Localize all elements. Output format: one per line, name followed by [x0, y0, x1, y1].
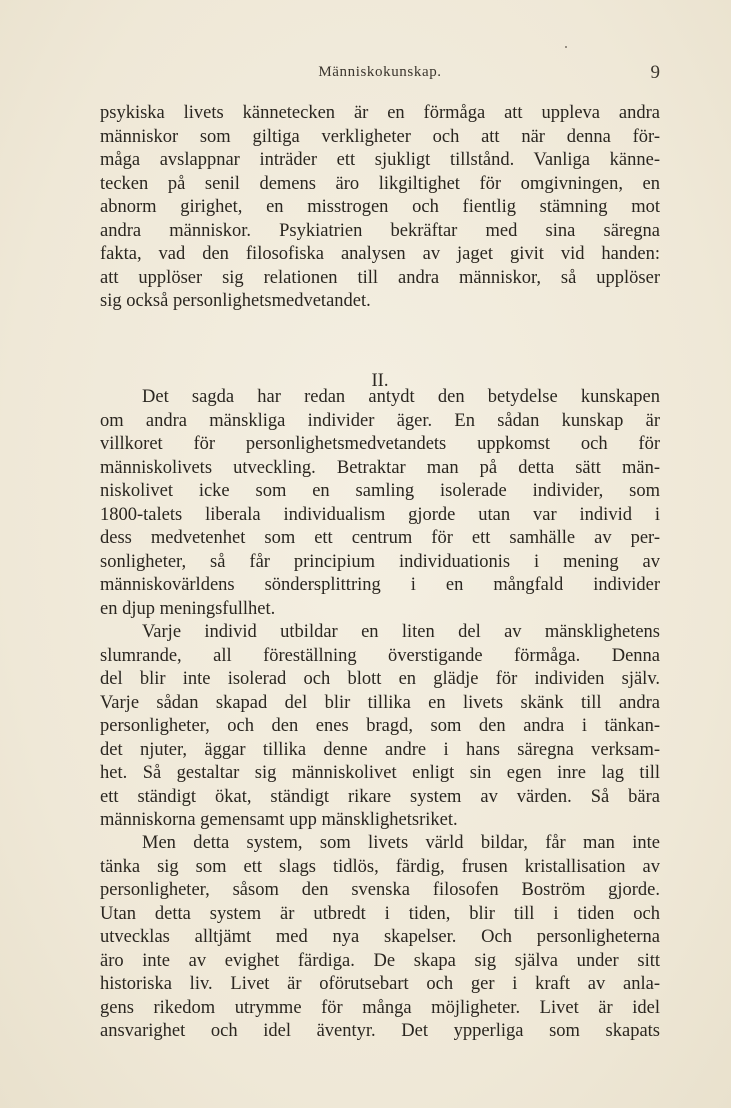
text-line: en djup meningsfullhet.	[100, 598, 276, 619]
page-header	[100, 64, 660, 86]
text-line: del blir inte isolerad och blott en glädje för individen själv.	[100, 669, 660, 689]
section-heading: II.	[371, 371, 389, 391]
text-line: fakta, vad den filosofiska analysen av jaget givit vid handen:	[100, 244, 660, 264]
text-line: personligheter, såsom den svenska filosofen Boström gjorde.	[100, 880, 660, 900]
text-line: måga avslappnar inträder ett sjukligt tillstånd. Vanliga känne-	[100, 150, 660, 170]
text-line: utvecklas alltjämt med nya skapelser. Och personligheterna	[100, 927, 660, 947]
page-number: 9	[650, 62, 660, 83]
text-line: sonligheter, så får principium individuationis i mening av	[100, 551, 660, 572]
text-line: Det sagda har redan antydt den betydelse kunskapen	[142, 387, 660, 407]
paragraph-2	[100, 386, 660, 621]
text-line: het. Så gestaltar sig människolivet enligt sin egen inre lag till	[100, 763, 660, 783]
text-line: tecken på senil demens äro likgiltighet för omgivningen, en	[100, 173, 660, 194]
text-line: abnorm girighet, en misstrogen och fientlig stämning mot	[100, 197, 660, 217]
text-line: människor som giltiga verkligheter och att när denna för-	[100, 126, 660, 147]
paper-speck	[565, 46, 567, 48]
paragraph-4	[100, 832, 660, 1044]
text-line: människovärldens söndersplittring i en mångfald individer	[100, 575, 660, 595]
text-line: villkoret för personlighetsmedvetandets uppkomst och för	[100, 434, 660, 454]
running-title: Människokunskap.	[318, 64, 442, 80]
text-line: historiska liv. Livet är oförutsebart och ger i kraft av anla-	[100, 974, 660, 994]
text-line: om andra mänskliga individer äger. En sådan kunskap är	[100, 410, 660, 431]
paragraph-1	[100, 102, 660, 314]
text-line: Varje sådan skapad del blir tillika en livets skänk till andra	[100, 692, 660, 713]
text-line: niskolivet icke som en samling isolerade individer, som	[100, 481, 660, 501]
text-line: Utan detta system är utbredt i tiden, blir till i tiden och	[100, 903, 660, 924]
text-line: ansvarighet och idel äventyr. Det ypperliga som skapats	[100, 1021, 660, 1041]
text-line: det njuter, äggar tillika denne andre i hans säregna verksam-	[100, 739, 660, 760]
text-line: personligheter, och den enes bragd, som den andra i tänkan-	[100, 716, 660, 736]
text-line: 1800-talets liberala individualism gjorde utan var individ i	[100, 504, 660, 525]
text-line: gens rikedom utrymme för många möjligheter. Livet är idel	[100, 997, 660, 1018]
text-line: psykiska livets kännetecken är en förmåga att uppleva andra	[100, 103, 660, 123]
text-line: att upplöser sig relationen till andra människor, så upplöser	[100, 267, 660, 288]
text-line: tänka sig som ett slags tidlös, färdig, frusen kristallisation av	[100, 856, 660, 877]
text-line: människorna gemensamt upp mänsklighetsriket.	[100, 810, 458, 830]
text-line: slumrande, all föreställning överstigande förmåga. Denna	[100, 645, 660, 666]
text-line: ett ständigt ökat, ständigt rikare system av värden. Så bära	[100, 786, 660, 807]
text-line: äro inte av evighet färdiga. De skapa sig själva under sitt	[100, 950, 660, 971]
text-line: människolivets utveckling. Betraktar man på detta sätt män-	[100, 457, 660, 478]
text-line: dess medvetenhet som ett centrum för ett samhälle av per-	[100, 528, 660, 548]
paragraph-3	[100, 621, 660, 833]
text-line: sig också personlighetsmedvetandet.	[100, 291, 371, 311]
text-line: andra människor. Psykiatrien bekräftar med sina säregna	[100, 220, 660, 241]
text-line: Varje individ utbildar en liten del av mänsklighetens	[142, 622, 660, 642]
text-line: Men detta system, som livets värld bildar, får man inte	[142, 833, 660, 853]
